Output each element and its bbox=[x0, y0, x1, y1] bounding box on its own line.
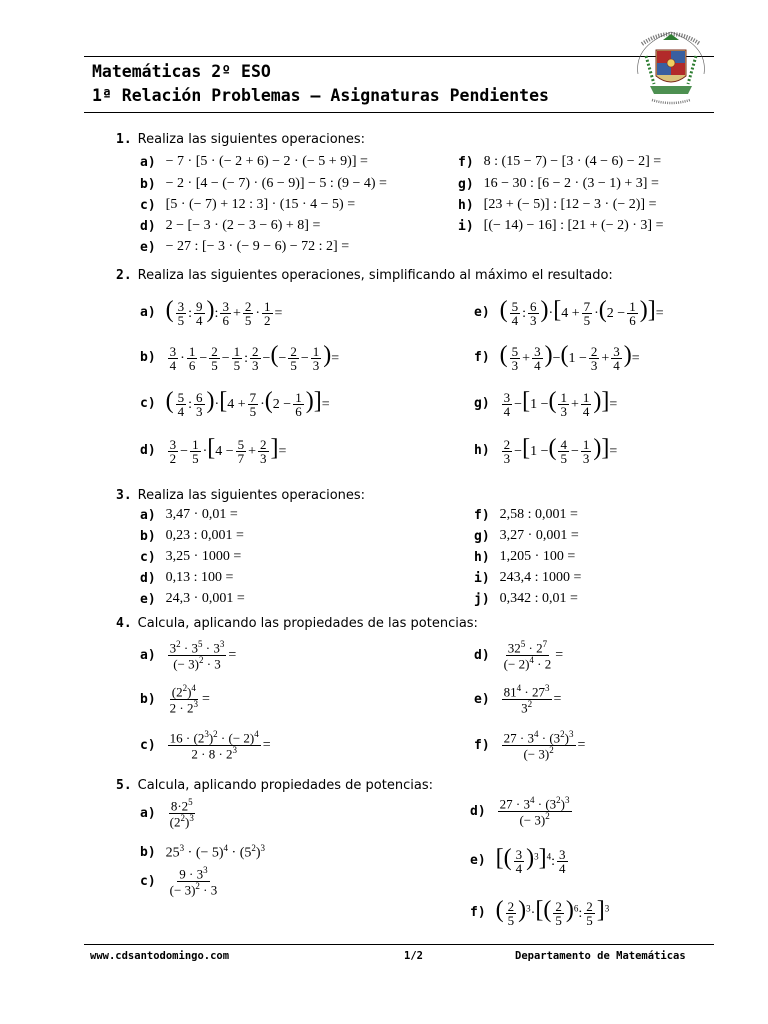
item-label: e) bbox=[140, 239, 156, 255]
item-label: f) bbox=[474, 350, 490, 366]
item-label: f) bbox=[470, 905, 486, 921]
ex2-item-a bbox=[140, 298, 282, 328]
exercise-number: 4. bbox=[116, 616, 132, 631]
exercise-number: 5. bbox=[116, 778, 132, 793]
ex1-item-a bbox=[140, 154, 368, 170]
ex2-item-g bbox=[474, 389, 617, 419]
ex2-item-c bbox=[140, 389, 330, 419]
item-label: g) bbox=[474, 396, 490, 412]
ex4-item-a bbox=[140, 640, 236, 671]
ex1-item-b bbox=[140, 176, 387, 192]
footer-website: www.cdsantodomingo.com bbox=[90, 950, 230, 962]
ex3-item-b bbox=[140, 528, 244, 544]
item-label: d) bbox=[140, 218, 156, 234]
exercise-instruction: Realiza las siguientes operaciones: bbox=[137, 132, 366, 147]
exercise-number: 1. bbox=[116, 132, 132, 147]
item-expression: 0,23 : 0,001 = bbox=[165, 528, 244, 543]
exercise-instruction: Calcula, aplicando las propiedades de las potencias: bbox=[137, 616, 478, 631]
exercise-2-heading bbox=[116, 268, 613, 283]
exercise-3-heading bbox=[116, 488, 365, 503]
item-label: b) bbox=[140, 176, 156, 192]
ex2-item-f bbox=[474, 343, 640, 373]
school-crest-logo bbox=[630, 26, 712, 106]
ex3-item-d bbox=[140, 570, 233, 586]
ex5-item-d bbox=[470, 796, 574, 827]
item-expression: $\frac{8\cdot 2^5}{(2^2)^3}$ bbox=[169, 797, 194, 830]
item-label: g) bbox=[474, 528, 490, 544]
header-top-rule bbox=[84, 56, 714, 57]
ex5-item-f bbox=[470, 898, 609, 928]
item-label: c) bbox=[140, 873, 156, 889]
item-label: h) bbox=[458, 197, 474, 213]
ex3-item-f bbox=[474, 507, 578, 523]
item-label: e) bbox=[474, 305, 490, 321]
item-label: d) bbox=[140, 570, 156, 586]
item-label: e) bbox=[470, 853, 486, 869]
exercise-number: 2. bbox=[116, 268, 132, 283]
ex1-item-e bbox=[140, 239, 349, 255]
ex4-item-f bbox=[474, 730, 585, 761]
item-label: a) bbox=[140, 305, 156, 321]
item-expression: ( $\frac{5}{4}$ : $\frac{6}{3}$ )·[4 + $\frac{7}{5}$ ·(2 − $\frac{1}{6}$ )]= bbox=[165, 388, 330, 420]
exercise-number: 3. bbox=[116, 488, 132, 503]
item-label: d) bbox=[140, 443, 156, 459]
item-label: j) bbox=[474, 591, 490, 607]
item-label: h) bbox=[474, 443, 490, 459]
item-expression: $\frac{3^2 \cdot 3^5 \cdot 3^3}{(- 3)^2 \cdot 3}$ = bbox=[169, 639, 237, 672]
item-label: a) bbox=[140, 154, 156, 170]
ex3-item-i bbox=[474, 570, 581, 586]
item-label: b) bbox=[140, 691, 156, 707]
ex1-item-c bbox=[140, 197, 355, 213]
ex3-item-g bbox=[474, 528, 579, 544]
ex3-item-h bbox=[474, 549, 575, 565]
item-expression: 8 : (15 − 7) − [3 · (4 − 6) − 2] = bbox=[483, 154, 662, 169]
exercise-instruction: Calcula, aplicando propiedades de potencias: bbox=[137, 778, 433, 793]
exercise-5-heading bbox=[116, 778, 433, 793]
item-label: e) bbox=[474, 691, 490, 707]
ex3-item-e bbox=[140, 591, 245, 607]
item-expression: − 2 · [4 − (− 7) · (6 − 9)] − 5 : (9 − 4) = bbox=[165, 176, 387, 191]
item-label: a) bbox=[140, 507, 156, 523]
item-expression: $\frac{2}{3}$ −[1 −( $\frac{4}{5}$ − $\frac{1}{3}$ )]= bbox=[503, 435, 618, 467]
exercise-instruction: Realiza las siguientes operaciones: bbox=[137, 488, 366, 503]
item-expression: − 7 · [5 · (− 2 + 6) − 2 · (− 5 + 9)] = bbox=[165, 154, 368, 169]
footer-rule bbox=[84, 944, 714, 945]
ex5-item-e bbox=[470, 846, 570, 876]
item-label: b) bbox=[140, 350, 156, 366]
item-expression: ( $\frac{3}{5}$ : $\frac{9}{4}$ ): $\frac{3}{6}$ + $\frac{2}{5}$ · $\frac{1}{2}$ = bbox=[165, 297, 283, 329]
item-expression: − 27 : [− 3 · (− 9 − 6) − 72 : 2] = bbox=[165, 239, 350, 254]
item-expression: $\frac{32^5 \cdot 2^7}{(- 2)^4 \cdot 2}$ = bbox=[503, 639, 564, 672]
item-expression: 2 − [− 3 · (2 − 3 − 6) + 8] = bbox=[165, 218, 321, 233]
ex2-item-d bbox=[140, 436, 286, 466]
footer-page-number: 1/2 bbox=[404, 950, 423, 962]
item-expression: $\frac{16 \cdot (2^3)^2 \cdot (- 2)^4}{2 \cdot 8 \cdot 2^3}$ = bbox=[169, 729, 271, 762]
item-expression: $\frac{27 \cdot 3^4 \cdot (3^2)^3}{(- 3)^2}$ bbox=[499, 795, 570, 828]
item-label: f) bbox=[458, 154, 474, 170]
ex4-item-d bbox=[474, 640, 563, 671]
item-label: i) bbox=[474, 570, 490, 586]
ex1-item-d bbox=[140, 218, 320, 234]
ex3-item-a bbox=[140, 507, 238, 523]
item-label: b) bbox=[140, 844, 156, 860]
ex4-item-c bbox=[140, 730, 271, 761]
document-title: 1ª Relación Problemas – Asignaturas Pendientes bbox=[92, 86, 549, 105]
exercise-4-heading bbox=[116, 616, 478, 631]
item-expression: 16 − 30 : [6 − 2 · (3 − 1) + 3] = bbox=[483, 176, 659, 191]
item-expression: [5 · (− 7) + 12 : 3] · (15 · 4 − 5) = bbox=[165, 197, 356, 212]
item-label: f) bbox=[474, 507, 490, 523]
item-label: c) bbox=[140, 197, 156, 213]
item-expression: 3,27 · 0,001 = bbox=[499, 528, 579, 543]
ex1-item-h bbox=[458, 197, 656, 213]
exercise-instruction: Realiza las siguientes operaciones, simplificando al máximo el resultado: bbox=[137, 268, 613, 283]
item-expression: [(− 14) − 16] : [21 + (− 2) · 3] = bbox=[483, 218, 664, 233]
item-expression: $\frac{(2^2)^4}{2 \cdot 2^3}$ = bbox=[169, 683, 210, 716]
item-expression: 0,342 : 0,01 = bbox=[499, 591, 578, 606]
item-label: g) bbox=[458, 176, 474, 192]
item-expression: 24,3 · 0,001 = bbox=[165, 591, 245, 606]
ex5-item-c bbox=[140, 866, 221, 897]
ex4-item-b bbox=[140, 684, 210, 715]
item-expression: 2,58 : 0,001 = bbox=[499, 507, 578, 522]
item-expression: [23 + (− 5)] : [12 − 3 · (− 2)] = bbox=[483, 197, 657, 212]
ex2-item-e bbox=[474, 298, 664, 328]
item-expression: 0,13 : 100 = bbox=[165, 570, 234, 585]
ex1-item-i bbox=[458, 218, 663, 234]
item-label: f) bbox=[474, 737, 490, 753]
item-label: a) bbox=[140, 805, 156, 821]
item-label: a) bbox=[140, 647, 156, 663]
item-expression: $\frac{27 \cdot 3^4 \cdot (3^2)^3}{(- 3)^2}$ = bbox=[503, 729, 586, 762]
exercise-1-heading bbox=[116, 132, 365, 147]
item-label: b) bbox=[140, 528, 156, 544]
item-expression: ( $\frac{2}{5}$ )$^3$·[( $\frac{2}{5}$ )$^6$: $\frac{2}{5}$ ]$^3$ bbox=[495, 897, 610, 929]
ex4-item-e bbox=[474, 684, 561, 715]
ex3-item-c bbox=[140, 549, 241, 565]
item-expression: $\frac{3}{4}$ −[1 −( $\frac{1}{3}$ + $\frac{1}{4}$ )]= bbox=[503, 388, 618, 420]
item-label: c) bbox=[140, 396, 156, 412]
item-label: c) bbox=[140, 549, 156, 565]
item-label: h) bbox=[474, 549, 490, 565]
footer-department: Departamento de Matemáticas bbox=[515, 950, 686, 962]
item-label: c) bbox=[140, 737, 156, 753]
item-expression: $\frac{9 \cdot 3^3}{(- 3)^2 \cdot 3}$ bbox=[169, 865, 218, 898]
ex2-item-h bbox=[474, 436, 617, 466]
item-label: e) bbox=[140, 591, 156, 607]
ex2-item-b bbox=[140, 343, 339, 373]
item-expression: ( $\frac{5}{4}$ : $\frac{6}{3}$ )·[4 + $\frac{7}{5}$ ·(2 − $\frac{1}{6}$ )]= bbox=[499, 297, 664, 329]
item-expression: $25^3$ · (− $5)^4 \cdot (5^2)^3$ bbox=[165, 843, 266, 861]
item-expression: 243,4 : 1000 = bbox=[499, 570, 582, 585]
ex5-item-b bbox=[140, 843, 265, 862]
ex3-item-j bbox=[474, 591, 578, 607]
item-expression: $\frac{81^4 \cdot 27^3}{3^2}$ = bbox=[503, 683, 562, 716]
item-expression: 1,205 · 100 = bbox=[499, 549, 576, 564]
item-label: d) bbox=[470, 803, 486, 819]
item-expression: 3,25 · 1000 = bbox=[165, 549, 242, 564]
item-label: d) bbox=[474, 647, 490, 663]
item-expression: 3,47 · 0,01 = bbox=[165, 507, 238, 522]
ex1-item-g bbox=[458, 176, 659, 192]
ex5-item-a bbox=[140, 798, 198, 829]
ex1-item-f bbox=[458, 154, 661, 170]
item-expression: $\frac{3}{4}$ · $\frac{1}{6}$ − $\frac{2}{5}$ − $\frac{1}{5}$ : $\frac{2}{3}$ −(− $\frac{2}{5}$ − $\frac{1}{3}$ )= bbox=[169, 342, 340, 374]
item-expression: [( $\frac{3}{4}$ )$^3$]$^4$: $\frac{3}{4}$ bbox=[495, 845, 566, 877]
document-subject: Matemáticas 2º ESO bbox=[92, 62, 271, 81]
item-expression: $\frac{3}{2}$ − $\frac{1}{5}$ ·[4 − $\frac{5}{7}$ + $\frac{2}{3}$ ]= bbox=[169, 435, 287, 467]
item-expression: ( $\frac{5}{3}$ + $\frac{3}{4}$ )−(1 − $\frac{2}{3}$ + $\frac{3}{4}$ )= bbox=[499, 342, 640, 374]
item-label: i) bbox=[458, 218, 474, 234]
header-bottom-rule bbox=[84, 112, 714, 113]
